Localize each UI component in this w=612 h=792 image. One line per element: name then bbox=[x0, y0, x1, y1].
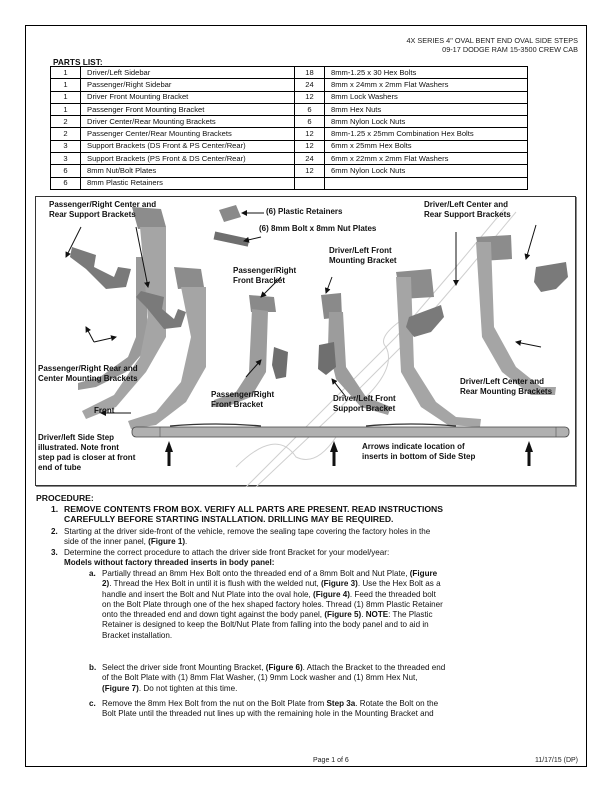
part-desc: 8mm-1.25 x 25mm Combination Hex Bolts bbox=[325, 128, 528, 140]
part-qty: 24 bbox=[295, 153, 325, 165]
label-pr-front-bracket: Passenger/Right Front Bracket bbox=[233, 266, 297, 285]
part-qty: 6 bbox=[295, 103, 325, 115]
part-qty: 24 bbox=[295, 79, 325, 91]
label-side-step-note: Driver/left Side Step illustrated. Note front step pad is closer at front end of tube bbox=[38, 433, 136, 472]
part-qty: 12 bbox=[295, 91, 325, 103]
parts-row bbox=[51, 128, 528, 140]
part-qty: 6 bbox=[51, 177, 81, 189]
page-number: Page 1 of 6 bbox=[313, 757, 349, 764]
parts-list-title: PARTS LIST: bbox=[53, 57, 103, 67]
part-qty: 1 bbox=[51, 91, 81, 103]
part-desc: 8mm Nut/Bolt Plates bbox=[81, 165, 295, 177]
part-desc: Driver/Left Sidebar bbox=[81, 67, 295, 79]
part-desc: 8mm Hex Nuts bbox=[325, 103, 528, 115]
part-qty: 3 bbox=[51, 140, 81, 152]
label-dl-support-brackets: Driver/Left Center and Rear Support Brackets bbox=[424, 200, 511, 219]
step-3: 3. Determine the correct procedure to attach the driver side front Bracket for your model/year: Models without factory threaded inserts in body panel: bbox=[51, 548, 390, 568]
part-desc: 6mm x 25mm Hex Bolts bbox=[325, 140, 528, 152]
part-desc: Driver Front Mounting Bracket bbox=[81, 91, 295, 103]
part-desc bbox=[325, 177, 528, 189]
part-qty: 6 bbox=[51, 165, 81, 177]
part-qty: 12 bbox=[295, 165, 325, 177]
label-dl-front-mounting-bracket: Driver/Left Front Mounting Bracket bbox=[329, 246, 397, 265]
part-qty: 6 bbox=[295, 116, 325, 128]
part-desc: 8mm Lock Washers bbox=[325, 91, 528, 103]
parts-row bbox=[51, 67, 528, 79]
parts-row bbox=[51, 116, 528, 128]
step-3-subheading: Models without factory threaded inserts in body panel: bbox=[64, 558, 275, 568]
parts-list-table bbox=[50, 66, 528, 190]
procedure-title: PROCEDURE: bbox=[36, 493, 94, 503]
part-desc: Driver Center/Rear Mounting Brackets bbox=[81, 116, 295, 128]
part-qty: 1 bbox=[51, 79, 81, 91]
label-dl-front-support-bracket: Driver/Left Front Support Bracket bbox=[333, 394, 396, 413]
parts-row bbox=[51, 177, 528, 189]
parts-row bbox=[51, 103, 528, 115]
parts-row bbox=[51, 165, 528, 177]
step-3a: a. Partially thread an 8mm Hex Bolt onto the threaded end of a 8mm Bolt and Nut Plate, (Figure 2). Thread the Hex Bolt in until it is flush with the welded nut, (Figure 3). Use the Hex Bolt as a handle and insert the Bolt and Nut Plate into the oval hole, (Figure 4). Feed the threaded bolt on the Bolt Plate through one of the hex shaped factory holes. Thread (1) 8mm Plastic Retainer onto the threaded end and down tight against the body panel, (Figure 5). NOTE: The Plastic Retainer is designed to keep the Bolt/Nut Plate from falling into the body panel and to aid in Bracket installation. bbox=[89, 569, 443, 640]
parts-row bbox=[51, 91, 528, 103]
label-plastic-retainers: (6) Plastic Retainers bbox=[266, 207, 343, 216]
label-pr-mounting-brackets: Passenger/Right Rear and Center Mounting Brackets bbox=[38, 364, 138, 383]
label-nut-plates: (6) 8mm Bolt x 8mm Nut Plates bbox=[259, 224, 377, 233]
part-desc: Support Brackets (PS Front & DS Center/Rear) bbox=[81, 153, 295, 165]
part-desc: 8mm x 24mm x 2mm Flat Washers bbox=[325, 79, 528, 91]
parts-row bbox=[51, 153, 528, 165]
parts-row bbox=[51, 140, 528, 152]
parts-figure bbox=[35, 196, 576, 486]
part-qty: 2 bbox=[51, 128, 81, 140]
part-qty: 2 bbox=[51, 116, 81, 128]
part-desc: 8mm Nylon Lock Nuts bbox=[325, 116, 528, 128]
part-desc: Support Brackets (DS Front & PS Center/Rear) bbox=[81, 140, 295, 152]
document-header bbox=[406, 37, 578, 54]
label-front: Front bbox=[94, 406, 115, 415]
label-insert-arrows: Arrows indicate location of inserts in bottom of Side Step bbox=[362, 442, 476, 461]
part-qty: 12 bbox=[295, 128, 325, 140]
part-qty: 18 bbox=[295, 67, 325, 79]
part-qty: 12 bbox=[295, 140, 325, 152]
parts-row bbox=[51, 79, 528, 91]
part-qty: 1 bbox=[51, 67, 81, 79]
part-desc: 6mm x 22mm x 2mm Flat Washers bbox=[325, 153, 528, 165]
part-desc: Passenger/Right Sidebar bbox=[81, 79, 295, 91]
revision-date: 11/17/15 (DP) bbox=[534, 757, 578, 764]
step-1: 1. REMOVE CONTENTS FROM BOX. VERIFY ALL PARTS ARE PRESENT. READ INSTRUCTIONS CAREFULLY BEFORE STARTING INSTALLATION. DRILLING MAY BE REQUIRED. bbox=[51, 504, 443, 525]
part-desc: Passenger Front Mounting Bracket bbox=[81, 103, 295, 115]
part-qty: 3 bbox=[51, 153, 81, 165]
label-pr-support-brackets: Passenger/Right Center and Rear Support Brackets bbox=[49, 200, 157, 219]
part-qty: 1 bbox=[51, 103, 81, 115]
part-desc: 6mm Nylon Lock Nuts bbox=[325, 165, 528, 177]
part-qty bbox=[295, 177, 325, 189]
step-3c: c. Remove the 8mm Hex Bolt from the nut on the Bolt Plate from Step 3a. Rotate the Bolt on the Bolt Plate until the threaded nut lines up with the remaining hole in the Mounting Bracket and bbox=[89, 699, 439, 719]
header-series: 4X SERIES 4" OVAL BENT END OVAL SIDE STEPS bbox=[406, 36, 578, 45]
part-desc: Passenger Center/Rear Mounting Brackets bbox=[81, 128, 295, 140]
part-desc: 8mm Plastic Retainers bbox=[81, 177, 295, 189]
part-desc: 8mm-1.25 x 30 Hex Bolts bbox=[325, 67, 528, 79]
label-dl-mounting-brackets: Driver/Left Center and Rear Mounting Brackets bbox=[460, 377, 553, 396]
step-3b: b. Select the driver side front Mounting Bracket, (Figure 6). Attach the Bracket to the threaded end of the Bolt Plate with (1) 8mm Flat Washer, (1) 9mm Lock washer and (1) 8mm Hex Nut, (Figure 7). Do not tighten at this time. bbox=[89, 663, 446, 693]
step-2: 2. Starting at the driver side-front of the vehicle, remove the sealing tape covering the factory holes in the side of the inner panel, (Figure 1). bbox=[51, 527, 431, 547]
header-vehicle: 09-17 DODGE RAM 15-3500 CREW CAB bbox=[442, 44, 578, 54]
label-pr-front-support-bracket: Passenger/Right Front Bracket bbox=[211, 390, 275, 409]
